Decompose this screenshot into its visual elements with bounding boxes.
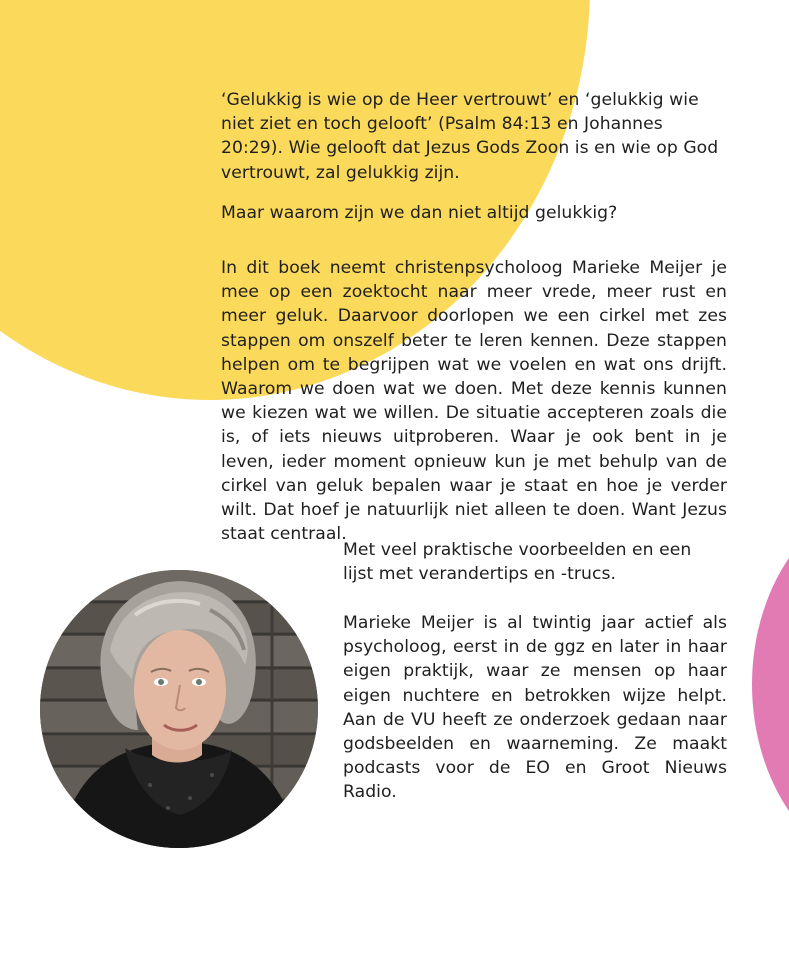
- author-photo: [40, 570, 318, 848]
- question-paragraph: Maar waarom zijn we dan niet altijd gelukkig?: [221, 203, 618, 223]
- intro-paragraph: ‘Gelukkig is wie op de Heer vertrouwt’ en ‘gelukkig wie niet ziet en toch gelooft’ (Psalm 84:13 en Johannes 20:29). Wie gelooft dat Jezus Gods Zoon is en wie op God vertrouwt, zal gelukkig zijn.: [221, 90, 719, 183]
- pink-circle-decoration: [752, 492, 789, 877]
- author-bio-paragraph: Marieke Meijer is al twintig jaar actief als psycholoog, eerst in de ggz en later in haar eigen praktijk, waar ze mensen op haar eigen nuchtere en betrokken wijze helpt. Aan de VU heeft ze onderzoek gedaan naar godsbeelden en waarneming. Ze maakt podcasts voor de EO en Groot Nieuws Radio.: [343, 613, 727, 803]
- main-paragraph: In dit boek neemt christenpsycholoog Marieke Meijer je mee op een zoektocht naar meer vrede, meer rust en meer geluk. Daarvoor doorlopen we een cirkel met zes stappen om onszelf beter te leren kennen. Deze stappen helpen om te begrijpen wat we voelen en wat ons drijft. Waarom we doen wat we doen. Met deze kennis kunnen we kiezen wat we willen. De situatie accepteren zoals die is, of iets nieuws uitproberen. Waar je ook bent in je leven, ieder moment opnieuw kun je met behulp van de cirkel van geluk bepalen waar je staat en hoe je verder wilt. Dat hoef je natuurlijk niet alleen te doen. Want Jezus staat centraal.: [221, 258, 727, 545]
- author-portrait-icon: [40, 570, 318, 848]
- examples-paragraph: Met veel praktische voorbeelden en een lijst met verandertips en -trucs.: [343, 540, 692, 585]
